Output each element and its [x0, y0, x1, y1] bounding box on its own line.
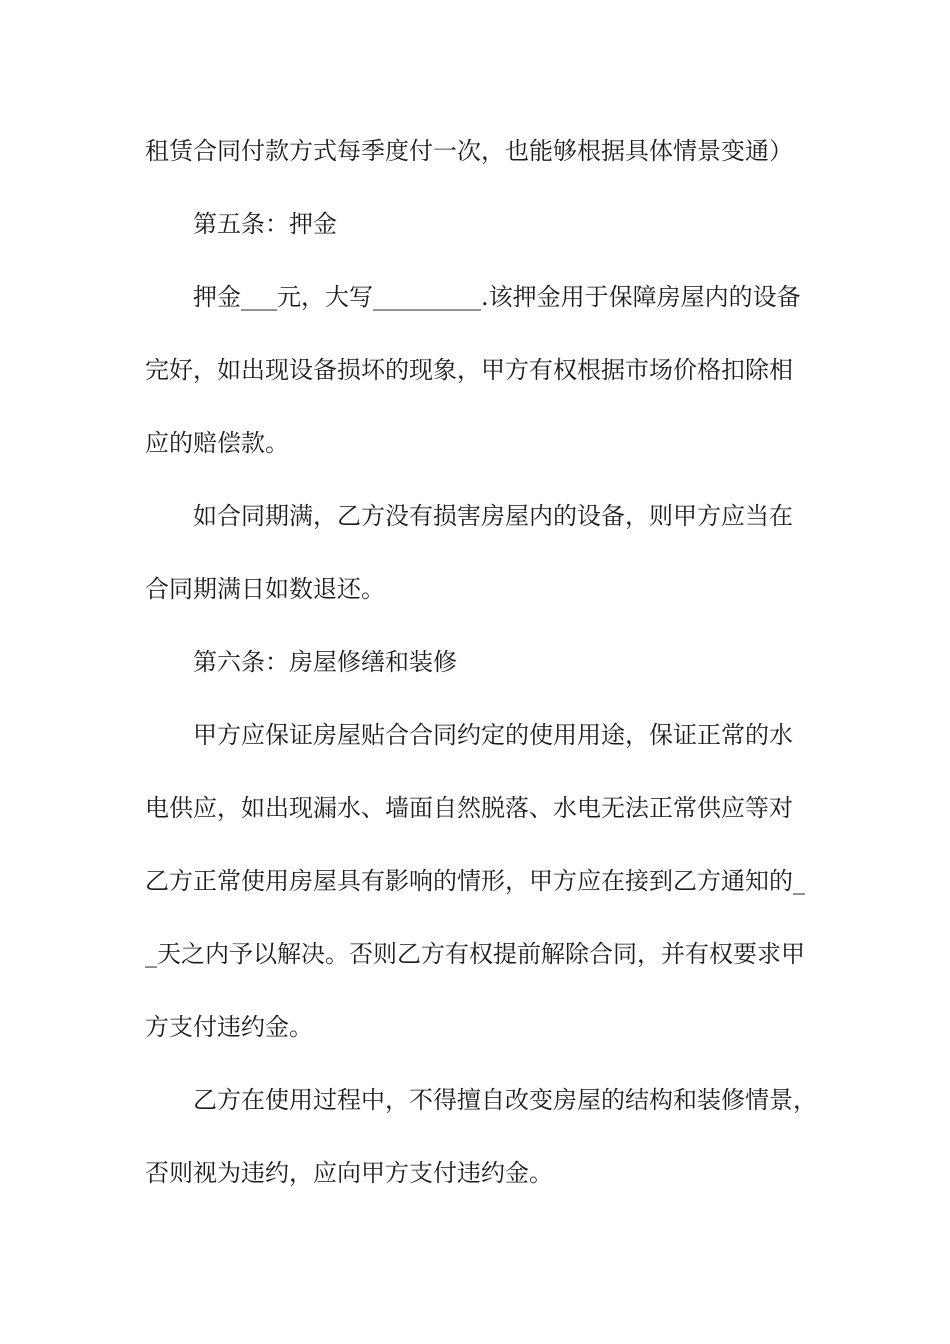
text-line-14: 乙方在使用过程中，不得擅自改变房屋的结构和装修情景， [193, 1086, 817, 1114]
text-line-10: 电供应，如出现漏水、墙面自然脱落、水电无法正常供应等对 [145, 794, 793, 822]
document-body [145, 131, 817, 1226]
article-6-heading: 第六条：房屋修缮和装修 [193, 648, 457, 676]
text-line-15: 否则视为违约，应向甲方支付违约金。 [145, 1159, 553, 1187]
text-line-1: 租赁合同付款方式每季度付一次，也能够根据具体情景变通） [145, 137, 793, 165]
text-line-3: 押金___元，大写_________.该押金用于保障房屋内的设备 [193, 283, 801, 311]
text-line-4: 完好，如出现设备损坏的现象，甲方有权根据市场价格扣除相 [145, 356, 793, 384]
text-line-6: 如合同期满，乙方没有损害房屋内的设备，则甲方应当在 [193, 502, 793, 530]
article-5-heading: 第五条：押金 [193, 210, 337, 238]
text-line-5: 应的赔偿款。 [145, 429, 289, 457]
text-line-9: 甲方应保证房屋贴合合同约定的使用用途，保证正常的水 [193, 721, 793, 749]
text-line-12: _天之内予以解决。否则乙方有权提前解除合同，并有权要求甲 [145, 940, 805, 968]
text-line-7: 合同期满日如数退还。 [145, 575, 385, 603]
text-line-13: 方支付违约金。 [145, 1013, 313, 1041]
text-line-11: 乙方正常使用房屋具有影响的情形，甲方应在接到乙方通知的_ [145, 867, 805, 895]
